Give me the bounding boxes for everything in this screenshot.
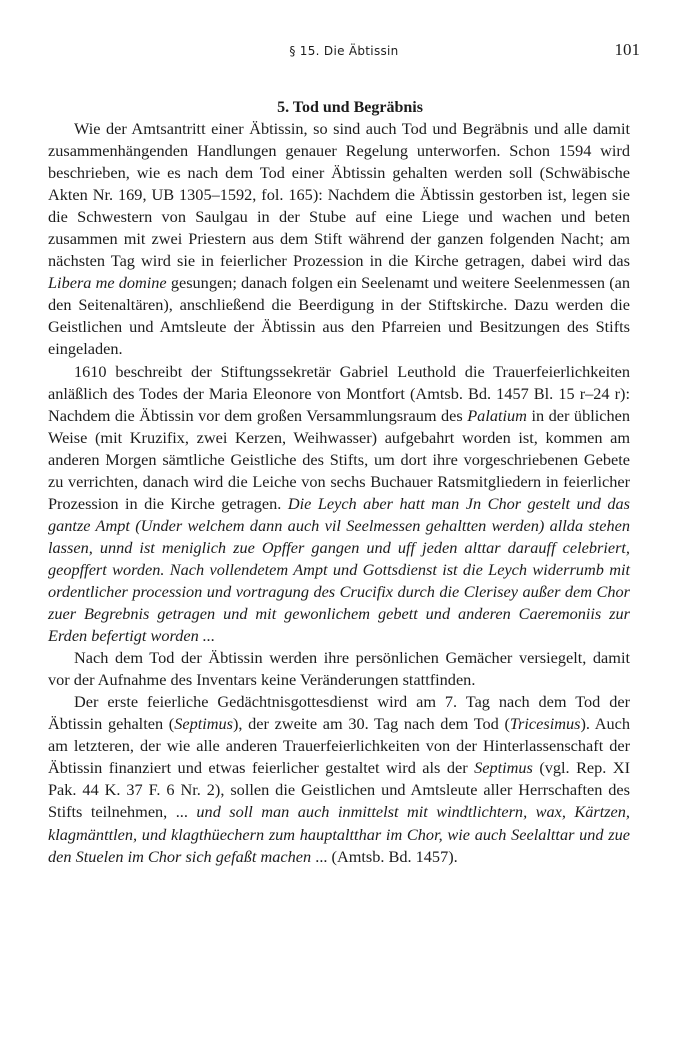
text-run: 1610 beschreibt der Stiftungssekretär Gabriel Leuthold die Trauerfeierlichkeiten anläßlich des Todes der Maria Eleonore von Montfort (Amtsb. Bd. 1457 Bl. 15 r–24 r): Nachdem die Äbtissin vor dem großen Versammlungsraum des	[48, 361, 630, 425]
page-header	[48, 40, 640, 66]
running-head: § 15. Die Äbtissin	[289, 44, 399, 58]
paragraph	[48, 691, 630, 867]
italic-quote: Libera me domine	[48, 273, 167, 293]
text-run: Wie der Amtsantritt einer Äbtissin, so sind auch Tod und Begräbnis und alle damit zusammenhängenden Handlungen genauer Regelung unterworfen. Schon 1594 wird beschrieben, wie es nach dem Tod einer Äbtissin gehalten werden soll (Schwäbische Akten Nr. 169, UB 1305–1592, fol. 165): Nachdem die Äbtissin gestorben ist, legen sie die Schwestern von Saulgau in der Stube auf eine Liege und wachen und beten zusammen mit zwei Priestern aus dem Stift während der ganzen folgenden Nacht; am nächsten Tag wird sie in feierlicher Prozession in die Kirche getragen, dabei wird das	[48, 119, 630, 271]
body-text	[48, 118, 630, 868]
italic-quote: Tricesimus	[509, 714, 581, 734]
italic-quote: und soll man auch inmittelst mit windtlichtern, wax, Kärtzen, klagmänttlen, und klagthüechern zum hauptaltthar im Chor, wie auch Seelalttar und zue den Stuelen im Chor sich gefaßt machen	[48, 802, 630, 866]
text-run: ). Auch am letzteren, der wie alle anderen Trauerfeierlichkeiten von der Hinterlassenschaft der Äbtissin finanziert und etwas feierlicher gestaltet wird als der	[48, 714, 630, 778]
text-run: (vgl. Rep. XI Pak. 44 K. 37 F. 6 Nr. 2), sollen die Geistlichen und Amtsleute aller Herrschaften des Stifts teilnehmen, ...	[48, 758, 631, 822]
text-run: gesungen; danach folgen ein Seelenamt und weitere Seelenmessen (an den Seitenaltären), anschließend die Beerdigung in der Stiftskirche. Dazu werden die Geistlichen und Amtsleute der Äbtissin aus den Pfarreien und Besitzungen des Stifts eingeladen.	[48, 273, 630, 359]
page-number: 101	[614, 40, 640, 59]
text-run: ... (Amtsb. Bd. 1457).	[311, 846, 458, 866]
section-title: 5. Tod und Begräbnis	[277, 99, 423, 117]
paragraph	[48, 361, 630, 648]
paragraph	[48, 118, 630, 361]
italic-quote: Septimus	[174, 714, 233, 734]
italic-quote: Septimus	[474, 758, 533, 778]
italic-quote: Die Leych aber hatt man Jn Chor gestelt und das gantze Ampt (Under welchem dann auch vil Seelmessen gehaltten werden) allda stehen lassen, unnd ist meniglich zue Opffer gangen und uff jeden alttar darauff celebriert, geopffert worden. Nach vollendetem Ampt und Gottsdienst ist die Leych widerrumb mit ordentlicher procession und vortragung des Crucifix durch die Clerisey außer dem Chor zuer Begrebnis getragen und mit gewonlichem gebett und anderen Caeremoniis zur Erden befertigt worden ...	[48, 493, 630, 646]
text-run: in der üblichen Weise (mit Kruzifix, zwei Kerzen, Weihwasser) aufgebahrt worden ist, kommen am anderen Morgen sämtliche Geistliche des Stifts, um dort ihre vorgeschriebenen Gebete zu verrichten, danach wird die Leiche von sechs Buchauer Ratsmitgliedern in feierlicher Prozession in die Kirche getragen.	[48, 405, 630, 513]
text-run: Der erste feierliche Gedächtnisgottesdienst wird am 7. Tag nach dem Tod der Äbtissin gehalten (	[48, 692, 630, 734]
text-run: ), der zweite am 30. Tag nach dem Tod (	[233, 714, 510, 734]
italic-quote: Palatium	[467, 405, 527, 425]
text-run: Nach dem Tod der Äbtissin werden ihre persönlichen Gemächer versiegelt, damit vor der Aufnahme des Inventars keine Veränderungen stattfinden.	[48, 648, 630, 690]
paragraph	[48, 647, 630, 691]
